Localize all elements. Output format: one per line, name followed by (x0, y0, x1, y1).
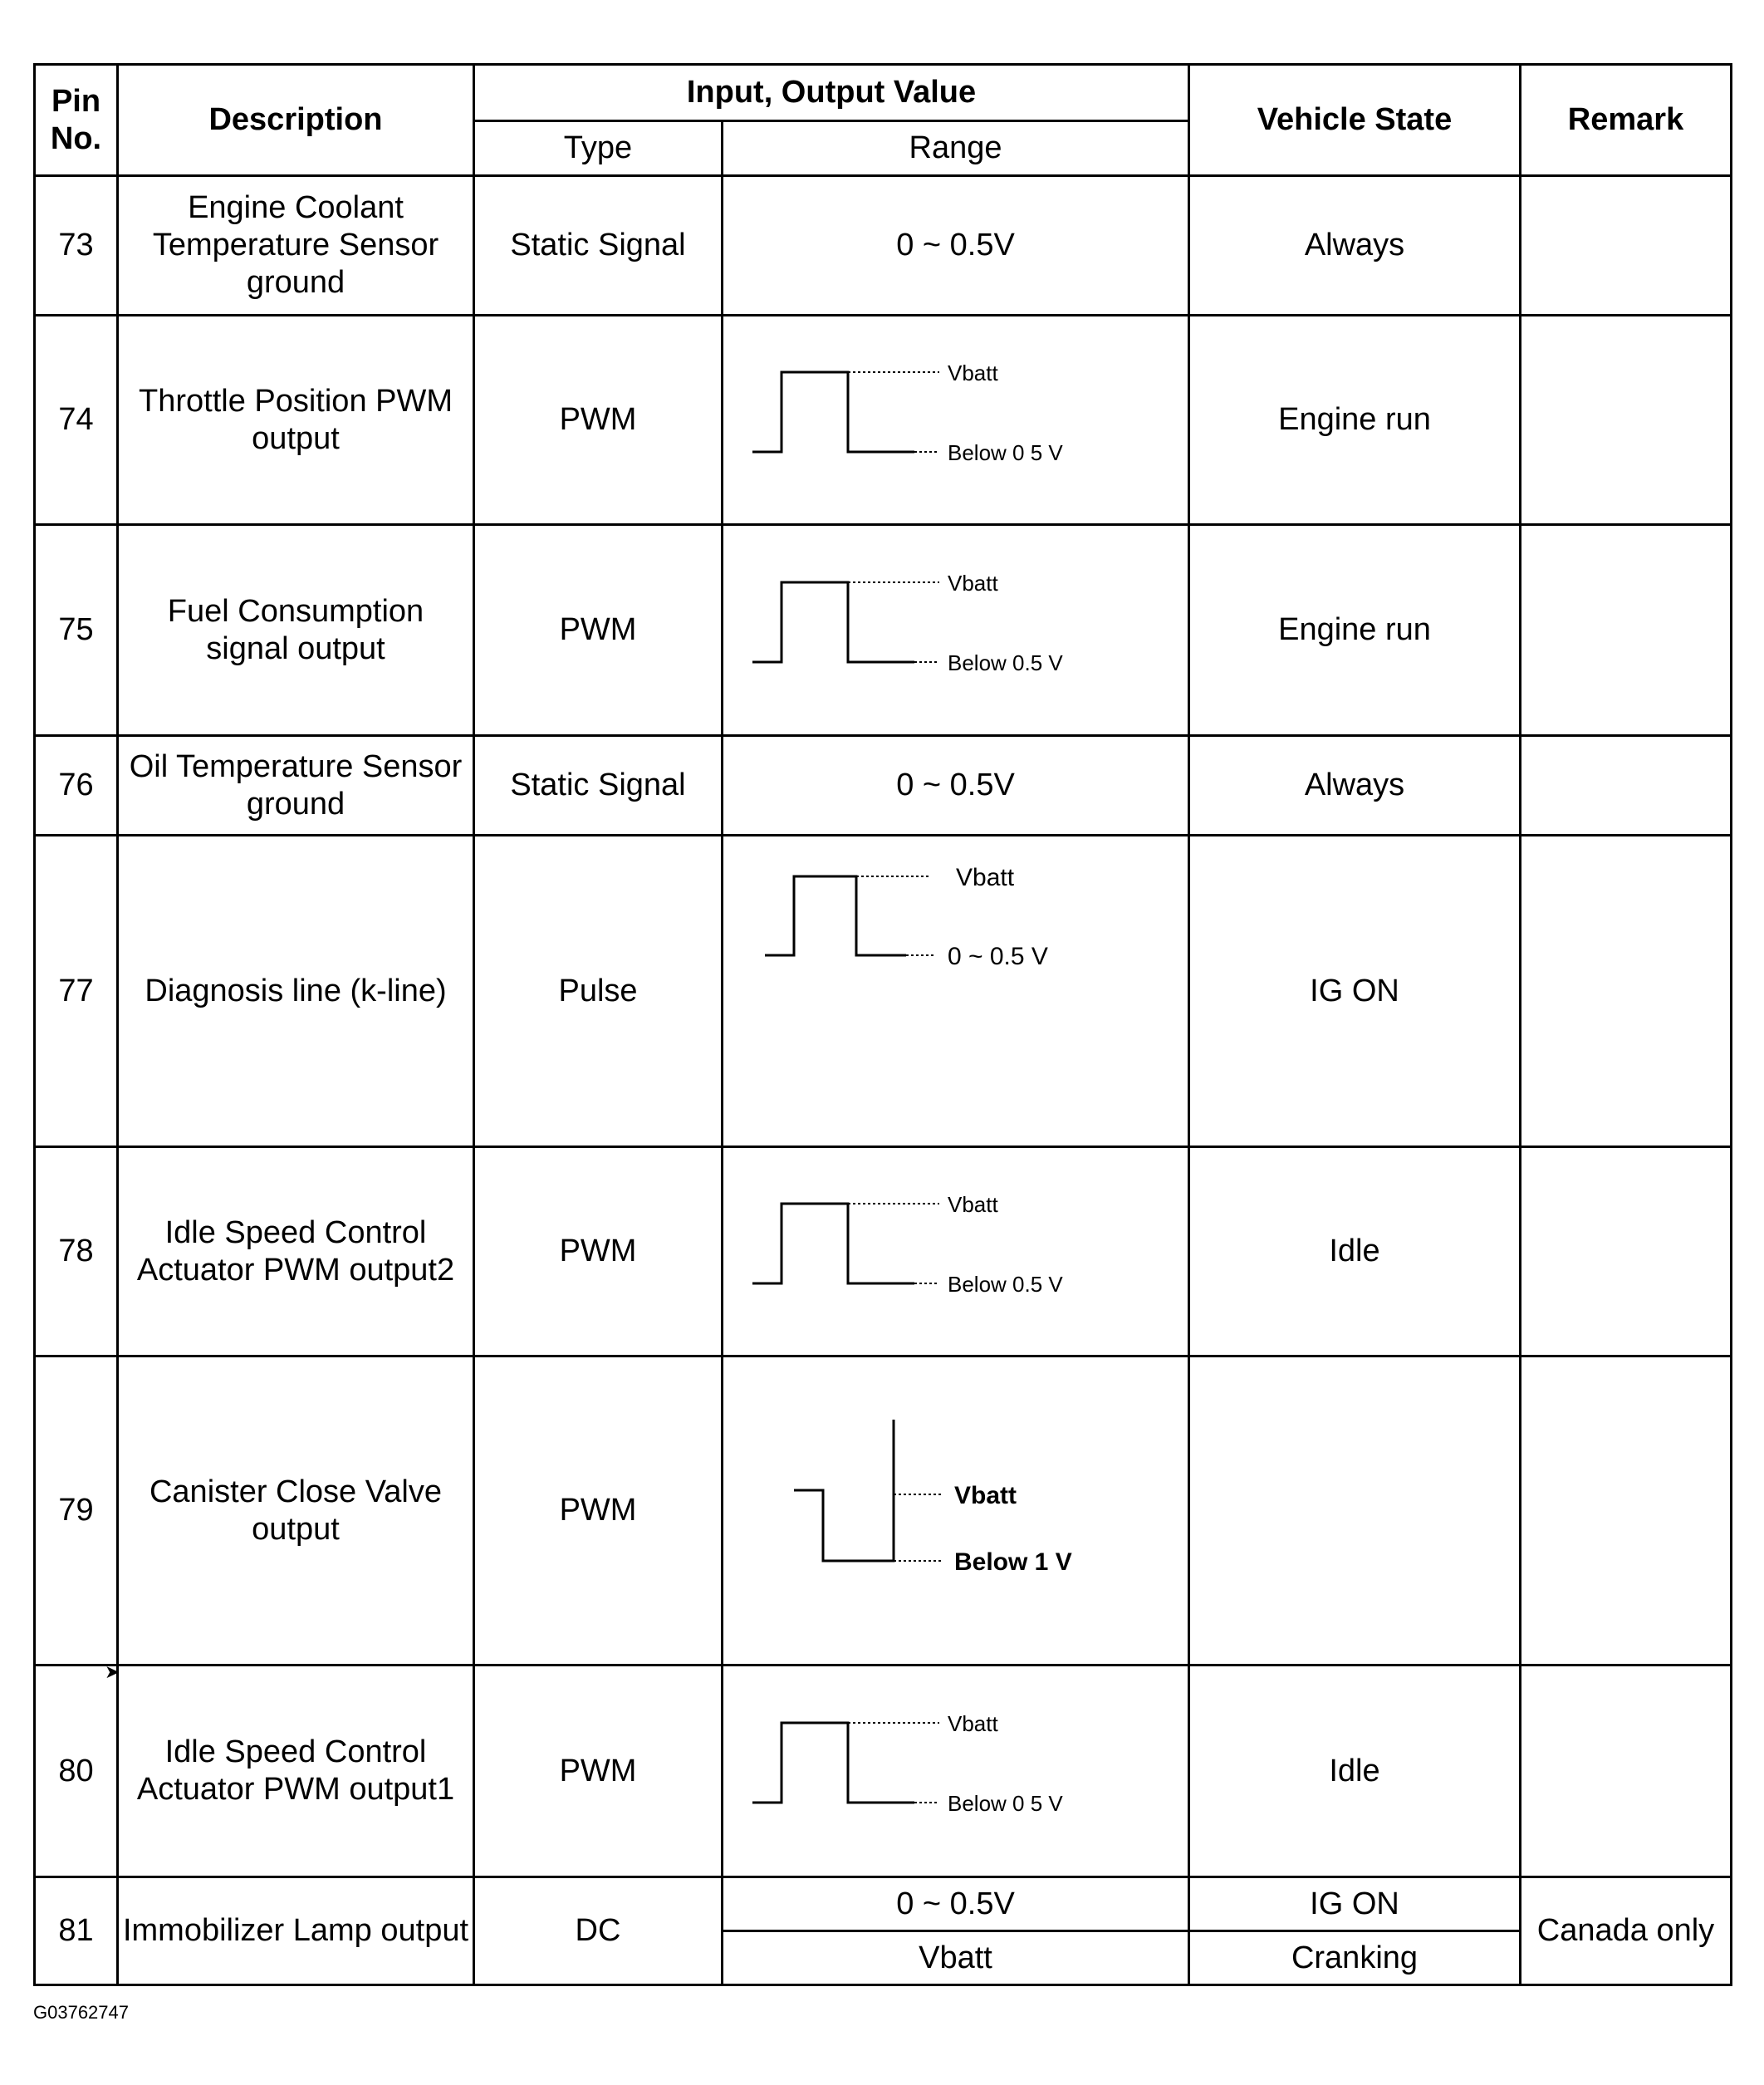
remark (1521, 176, 1732, 316)
pin-description: Oil Temperature Sensor ground (118, 736, 474, 836)
header-range: Range (723, 121, 1189, 176)
wave-high-label: Vbatt (953, 1481, 1017, 1509)
pin-description: Canister Close Valve output (118, 1356, 474, 1666)
table-row (35, 1147, 1732, 1356)
vehicle-state: IG ON (1189, 836, 1521, 1147)
table-row (35, 1666, 1732, 1877)
pwm-waveform (740, 346, 1172, 495)
vehicle-state: Idle (1189, 1666, 1521, 1877)
wave-low-label: Below 0.5 V (947, 650, 1063, 675)
pin-description: Throttle Position PWM output (118, 316, 474, 525)
table-row (35, 176, 1732, 316)
pwm-waveform (740, 1411, 1172, 1611)
table-row (35, 736, 1732, 836)
signal-range: Vbatt (723, 1931, 1189, 1985)
pin-number: 73 (35, 176, 118, 316)
remark (1521, 736, 1732, 836)
table-row (35, 1877, 1732, 1931)
vehicle-state (1189, 1356, 1521, 1666)
signal-range (723, 1666, 1189, 1877)
pwm-waveform (740, 1696, 1172, 1846)
row-arrow-icon: ➤ (105, 1661, 120, 1682)
header-vehicle-state: Vehicle State (1189, 65, 1521, 176)
pin-description: Idle Speed Control Actuator PWM output1 (118, 1666, 474, 1877)
remark (1521, 1356, 1732, 1666)
remark (1521, 836, 1732, 1147)
vehicle-state: Always (1189, 176, 1521, 316)
signal-type: PWM (474, 316, 723, 525)
signal-range: 0 ~ 0.5V (723, 1877, 1189, 1931)
vehicle-state: Engine run (1189, 525, 1521, 736)
pin-number: 81 (35, 1877, 118, 1985)
table-row (35, 525, 1732, 736)
remark (1521, 316, 1732, 525)
pin-description: Idle Speed Control Actuator PWM output2 (118, 1147, 474, 1356)
pulse-waveform (740, 860, 1172, 984)
header-type: Type (474, 121, 723, 176)
pin-description: Fuel Consumption signal output (118, 525, 474, 736)
vehicle-state: Engine run (1189, 316, 1521, 525)
vehicle-state: Always (1189, 736, 1521, 836)
wave-high-label: Vbatt (947, 1711, 998, 1736)
remark (1521, 1666, 1732, 1877)
table-row (35, 836, 1732, 1147)
pin-number: 74 (35, 316, 118, 525)
pin-number: 79 (35, 1356, 118, 1666)
signal-range (723, 316, 1189, 525)
remark (1521, 525, 1732, 736)
header-io-value: Input, Output Value (474, 65, 1189, 121)
wave-high-label: Vbatt (947, 570, 998, 596)
signal-range (723, 1356, 1189, 1666)
signal-type: DC (474, 1877, 723, 1985)
signal-range (723, 836, 1189, 1147)
pin-number: 80 (35, 1666, 118, 1877)
vehicle-state: Cranking (1189, 1931, 1521, 1985)
signal-type: PWM (474, 1356, 723, 1666)
signal-range: 0 ~ 0.5V (723, 176, 1189, 316)
figure-id: G03762747 (33, 2002, 129, 2023)
pin-description: Engine Coolant Temperature Sensor ground (118, 176, 474, 316)
wave-high-label: Vbatt (955, 864, 1014, 891)
table-row (35, 316, 1732, 525)
pin-number: 78 (35, 1147, 118, 1356)
wave-low-label: Below 1 V (953, 1548, 1072, 1576)
pin-description: Diagnosis line (k-line) (118, 836, 474, 1147)
wave-low-label: Below 0.5 V (947, 1271, 1063, 1297)
header-description: Description (118, 65, 474, 176)
remark (1521, 1147, 1732, 1356)
header-pin-no: Pin No. (35, 65, 118, 176)
pin-description: Immobilizer Lamp output (118, 1877, 474, 1985)
pin-table (33, 63, 1732, 1986)
signal-type: Pulse (474, 836, 723, 1147)
signal-type: PWM (474, 1147, 723, 1356)
pin-number: 75 (35, 525, 118, 736)
header-remark: Remark (1521, 65, 1732, 176)
wave-high-label: Vbatt (947, 360, 998, 385)
table-row (35, 1356, 1732, 1666)
vehicle-state: Idle (1189, 1147, 1521, 1356)
wave-low-label: Below 0 5 V (947, 1791, 1063, 1816)
signal-type: PWM (474, 1666, 723, 1877)
pin-number: 76 (35, 736, 118, 836)
signal-range (723, 525, 1189, 736)
signal-type: PWM (474, 525, 723, 736)
pin-number: 77 (35, 836, 118, 1147)
wave-low-label: 0 ~ 0.5 V (947, 943, 1048, 970)
signal-type: Static Signal (474, 736, 723, 836)
signal-type: Static Signal (474, 176, 723, 316)
pwm-waveform (740, 1177, 1172, 1327)
vehicle-state: IG ON (1189, 1877, 1521, 1931)
pwm-waveform (740, 556, 1172, 705)
signal-range (723, 1147, 1189, 1356)
remark: Canada only (1521, 1877, 1732, 1985)
wave-high-label: Vbatt (947, 1191, 998, 1217)
signal-range: 0 ~ 0.5V (723, 736, 1189, 836)
wave-low-label: Below 0 5 V (947, 439, 1063, 465)
